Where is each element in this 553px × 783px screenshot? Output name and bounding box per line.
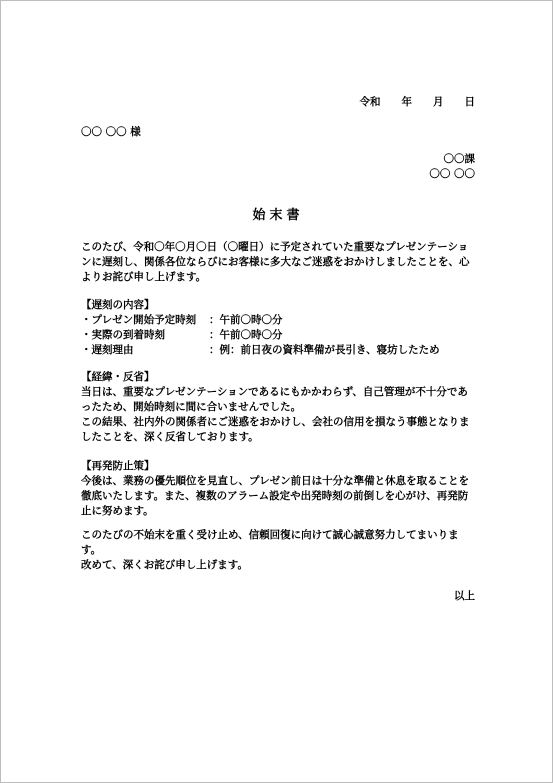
closing-paragraph-1: このたびの不始末を重く受け止め、信頼回復に向けて誠心誠意努力してまいります。	[81, 529, 459, 556]
circumstances-heading: 【経緯・反省】	[81, 371, 155, 383]
delay-details-section	[81, 298, 475, 358]
detail-row-scheduled-time	[81, 313, 475, 328]
sender-block	[81, 152, 475, 182]
prevention-section	[81, 459, 475, 519]
detail-row-arrival-time	[81, 328, 475, 343]
delay-details-heading: 【遅刻の内容】	[81, 299, 155, 311]
detail-key: ・遅刻理由	[81, 344, 134, 356]
closing-paragraph-2: 改めて、深くお詫び申し上げます。	[81, 559, 248, 571]
date-line: 令和 年 月 日	[359, 96, 475, 108]
detail-value: ：午前〇時〇分	[209, 314, 283, 326]
detail-key: ・実際の到着時刻	[81, 329, 165, 341]
sender-name: 〇〇 〇〇	[429, 168, 475, 180]
intro-paragraph: このたび、令和〇年〇月〇日（〇曜日）に予定されていた重要なプレゼンテーションに遅刻し、関係各位ならびにお客様に多大なご迷惑をおかけしましたことを、心よりお詫び申し上げます。	[81, 241, 470, 283]
detail-row-reason	[81, 343, 475, 358]
document-title: 始末書	[252, 208, 304, 223]
circumstances-section	[81, 370, 475, 445]
detail-key: ・プレゼン開始予定時刻	[81, 314, 197, 326]
circumstances-paragraph-1: 当日は、重要なプレゼンテーションであるにもかかわらず、自己管理が不十分であったため、開始時刻に間に合いませんでした。	[81, 386, 468, 413]
prevention-paragraph: 今後は、業務の優先順位を見直し、プレゼン前日は十分な準備と休息を取ることを徹底いたします。また、複数のアラーム設定や出発時刻の前倒しを心がけ、再発防止に努めます。	[81, 475, 470, 517]
detail-value: ：午前〇時〇分	[209, 329, 283, 341]
detail-value: ：例：前日夜の資料準備が長引き、寝坊したため	[209, 344, 440, 356]
recipient-name: 〇〇 〇〇 様	[81, 126, 141, 138]
sender-department: 〇〇課	[443, 153, 475, 165]
prevention-heading: 【再発防止策】	[81, 460, 155, 472]
closing-section	[81, 528, 475, 573]
circumstances-paragraph-2: この結果、社内外の関係者にご迷惑をおかけし、会社の信用を損なう事態となりましたことを、深く反省しております。	[81, 416, 470, 443]
closing-mark: 以上	[454, 590, 475, 602]
